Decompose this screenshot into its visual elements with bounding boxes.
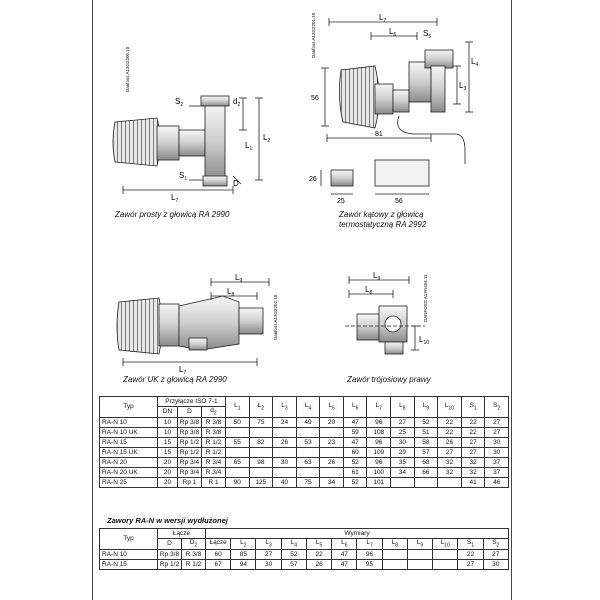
table-cell: 59 [343,428,367,438]
header-col: $S_1$ [461,397,485,418]
table-cell: 52 [281,550,306,560]
table-cell: 67 [206,560,231,570]
dim-s: $S_5$ [423,29,432,40]
table-cell: 65 [226,458,250,468]
table-cell [382,560,407,570]
table-cell: 52 [343,478,367,488]
table-cell: R 1/2 [182,560,206,570]
table-cell: 22 [461,428,485,438]
cell-type: RA-N 15 UK [100,448,158,458]
table-cell: 60 [343,448,367,458]
table-cell: 100 [367,468,391,478]
table-cell: 101 [367,478,391,488]
table-cell: R 3/4 [202,458,226,468]
table-cell: 57 [414,448,438,458]
table-cell: R 3/8 [182,550,206,560]
header-col: $L_4$ [296,397,320,418]
straight-valve-drawing [113,96,263,194]
datasheet-page [92,0,512,600]
dim-d2: $d_2$ [233,97,241,108]
table-cell: 75 [249,418,273,428]
table-cell: R 1/2 [202,438,226,448]
table-cell: 75 [296,478,320,488]
table-cell [407,550,432,560]
dimensions-table [99,396,509,488]
table-cell: 66 [414,468,438,478]
table-cell [391,478,415,488]
cell-type: RA-N 20 UK [100,468,158,478]
cell-type: RA-N 15 [100,560,158,570]
caption-angle-line2: termostatyczną RA 2992 [339,220,427,229]
table-cell: 37 [485,458,509,468]
danfoss-code-1: Danfoss A13G2200.10 [125,46,130,92]
header-col: $S_2$ [483,539,508,550]
table-row [100,478,509,488]
table-cell: Rp 1/2 [158,560,182,570]
table-cell: 27 [391,418,415,428]
table-cell: 30 [485,438,509,448]
table-cell [249,448,273,458]
header-col: $L_6$ [343,397,367,418]
header-typ: Typ [100,397,158,418]
cell-type: RA-N 10 [100,418,158,428]
table-cell: 50 [226,418,250,428]
dim-l7a: $L_7$ [171,193,179,204]
header-col: $L_5$ [306,539,331,550]
table-cell: 82 [249,438,273,448]
table-cell [273,448,297,458]
dim-l7b: $L_7$ [379,13,387,24]
dim-l8: $L_8$ [227,287,235,298]
table-cell: 94 [231,560,256,570]
dim-l9b: $L_9$ [373,271,381,282]
table-cell: 26 [306,560,331,570]
table-row [100,458,509,468]
header-dimensions-group: Wymiary [206,529,509,539]
table-cell: R 3/8 [202,418,226,428]
caption-straight-valve: Zawór prosty z głowicą RA 2990 [115,210,230,219]
table-cell: Rp 1 [178,478,202,488]
header-d: D [158,539,182,550]
table-cell: 22 [438,418,462,428]
table-cell: 20 [158,468,178,478]
table-cell: 30 [483,560,508,570]
table-cell: 10 [158,428,178,438]
table-cell: 22 [458,550,483,560]
header-col: $L_7$ [367,397,391,418]
table-cell: Rp 3/4 [178,468,202,478]
triaxial-valve-drawing [345,276,425,354]
cell-type: RA-N 15 [100,438,158,448]
dim-l7c: $L_7$ [179,365,187,376]
table-cell: 96 [367,418,391,428]
table-cell [320,448,344,458]
table-cell [296,448,320,458]
table-cell: 47 [332,550,357,560]
table-cell: 96 [367,458,391,468]
table-cell: 26 [273,438,297,448]
table-cell: 27 [461,438,485,448]
table-cell: 25 [391,428,415,438]
dimensions-table-body [100,418,509,488]
table-cell: 49 [296,418,320,428]
dim-l8b: $L_8$ [365,285,373,296]
table-cell [249,428,273,438]
dim-81: 81 [375,131,383,138]
table-cell: 34 [320,478,344,488]
table-cell: 30 [485,448,509,458]
table-cell: 27 [461,448,485,458]
table-cell: Rp 3/8 [158,550,182,560]
dim-l4: $L_4$ [471,57,479,68]
table-cell [433,560,458,570]
table-cell: 30 [256,560,281,570]
table-cell: 40 [273,478,297,488]
table-cell [433,550,458,560]
table-cell: 20 [320,418,344,428]
extended-dimensions-table [99,528,509,570]
header-col: $L_8$ [391,397,415,418]
table-cell: R 3/8 [202,428,226,438]
table-cell: 63 [296,458,320,468]
header-col: $L_6$ [332,539,357,550]
table-cell: 109 [367,448,391,458]
table-cell: R 3/4 [202,468,226,478]
table-cell: 30 [273,458,297,468]
table-cell [382,550,407,560]
header-col: $L_3$ [273,397,297,418]
table-cell: 30 [391,438,415,448]
extended-table-title: Zawory RA-N w wersji wydłużonej [107,516,228,525]
dim-l3: $L_3$ [459,81,467,92]
table-row [100,428,509,438]
table-cell: Rp 3/4 [178,458,202,468]
cell-type: RA-N 25 [100,478,158,488]
table-cell [296,468,320,478]
header-col: $L_7$ [357,539,382,550]
table-cell [438,478,462,488]
table-cell: 96 [367,438,391,448]
table-cell: 96 [357,550,382,560]
table-cell: 98 [249,458,273,468]
cell-type: RA-N 20 [100,458,158,468]
table-cell [296,428,320,438]
valve-drawings [93,0,511,395]
table-cell: 108 [367,428,391,438]
header-col: $L_8$ [382,539,407,550]
dim-s1: $S_1$ [179,171,188,182]
table-cell: 27 [485,428,509,438]
table-cell: Rp 3/8 [178,428,202,438]
table-cell: 68 [414,458,438,468]
header-col: $L_{10}$ [438,397,462,418]
header-connection-group: Przyłącze ISO 7-1 [158,397,226,407]
table-cell: 47 [343,418,367,428]
table-cell: Rp 1/2 [178,448,202,458]
caption-angle-line1: Zawór kątowy z głowicą [339,210,424,219]
table-cell: 22 [438,428,462,438]
cell-type: RA-N 10 UK [100,428,158,438]
table-cell: 15 [158,448,178,458]
table-cell: 32 [438,468,462,478]
table-cell [407,560,432,570]
dim-l9: $L_9$ [235,273,243,284]
header-col: $S_1$ [458,539,483,550]
table-cell: 51 [414,428,438,438]
table-cell: 29 [391,448,415,458]
table-cell: 52 [414,418,438,428]
table-cell: 35 [391,458,415,468]
table-cell: 34 [391,468,415,478]
table-cell: 15 [158,438,178,448]
table-cell: 22 [461,418,485,428]
table-cell: 46 [485,478,509,488]
table-row [100,560,509,570]
table-cell: 26 [320,458,344,468]
header-col: $L_9$ [414,397,438,418]
table-cell: 37 [485,468,509,478]
table-cell: 58 [414,438,438,448]
table-cell: 52 [343,458,367,468]
table-cell: 22 [306,550,331,560]
header-d: D [178,407,202,418]
header-d2: $d_2$ [202,407,226,418]
dim-s2: $S_2$ [175,97,184,108]
table-cell [414,478,438,488]
header-col: $L_2$ [231,539,256,550]
header-typ: Typ [100,529,158,550]
table-cell [226,448,250,458]
header-col: $L_{10}$ [433,539,458,550]
table-cell: 55 [226,438,250,448]
header-dn: DN [158,407,178,418]
table-cell: 27 [483,550,508,560]
table-cell: 20 [158,458,178,468]
table-cell: 47 [332,560,357,570]
cell-type: RA-N 10 [100,550,158,560]
caption-triaxial-valve: Zawór trójosiowy prawy [347,375,431,384]
dim-26: 26 [309,176,317,183]
extended-table-body [100,550,509,570]
header-col: $L_5$ [320,397,344,418]
table-cell: Rp 1/2 [178,438,202,448]
table-cell: 27 [438,448,462,458]
table-cell [320,428,344,438]
table-cell: 27 [458,560,483,570]
danfoss-code-4: DANFOSS A13G454.11 [423,274,428,322]
table-cell: 90 [226,478,250,488]
table-row [100,448,509,458]
table-cell [273,468,297,478]
danfoss-code-3: Danfoss A13G2202.10 [273,294,278,340]
header-col: Łącze [206,539,231,550]
header-col: $L_9$ [407,539,432,550]
table-cell: 32 [438,458,462,468]
table-cell: 32 [461,458,485,468]
table-cell [249,468,273,478]
table-row [100,468,509,478]
table-row [100,550,509,560]
table-cell: 23 [320,438,344,448]
table-row [100,418,509,428]
table-cell: 20 [158,478,178,488]
header-col: $L_4$ [281,539,306,550]
table-cell: R 1/2 [202,448,226,458]
caption-uk-valve: Zawór UK z głowicą RA 2990 [123,375,227,384]
table-cell [273,428,297,438]
header-d2: $D_2$ [182,539,206,550]
dim-d: D [233,179,239,188]
dim-l2: $L_2$ [263,133,271,144]
table-cell: 10 [158,418,178,428]
caption-angle-valve [339,210,426,230]
table-cell: Rp 3/8 [178,418,202,428]
table-cell [226,428,250,438]
header-col: $L_3$ [256,539,281,550]
table-cell [320,468,344,478]
table-cell: 60 [206,550,231,560]
header-col: $L_1$ [226,397,250,418]
header-col: $S_2$ [485,397,509,418]
table-cell: 125 [249,478,273,488]
table-cell: 57 [281,560,306,570]
dim-l1: $L_1$ [245,141,253,152]
table-cell: R 1 [202,478,226,488]
table-cell: 27 [256,550,281,560]
dim-l10: $L_{10}$ [419,335,430,346]
table-cell: 27 [485,418,509,428]
table-cell: 32 [461,468,485,478]
uk-valve-drawing [117,278,269,366]
table-cell: 85 [231,550,256,560]
danfoss-code-2: Danfoss A13G2201.10 [311,12,316,58]
dim-56b: 56 [395,198,403,205]
table-cell: 41 [461,478,485,488]
table-cell [226,468,250,478]
dim-56: 56 [311,95,319,102]
table-cell: 24 [273,418,297,428]
dim-l6: $L_6$ [389,27,397,38]
table-cell: 26 [438,438,462,448]
header-col: $L_2$ [249,397,273,418]
table-cell: 95 [357,560,382,570]
table-cell: 53 [296,438,320,448]
table-row [100,438,509,448]
dim-25: 25 [337,198,345,205]
angle-valve-drawing [321,18,473,194]
table-cell: 61 [343,468,367,478]
header-connection-group: Łącze [158,529,206,539]
table-cell: 47 [343,438,367,448]
